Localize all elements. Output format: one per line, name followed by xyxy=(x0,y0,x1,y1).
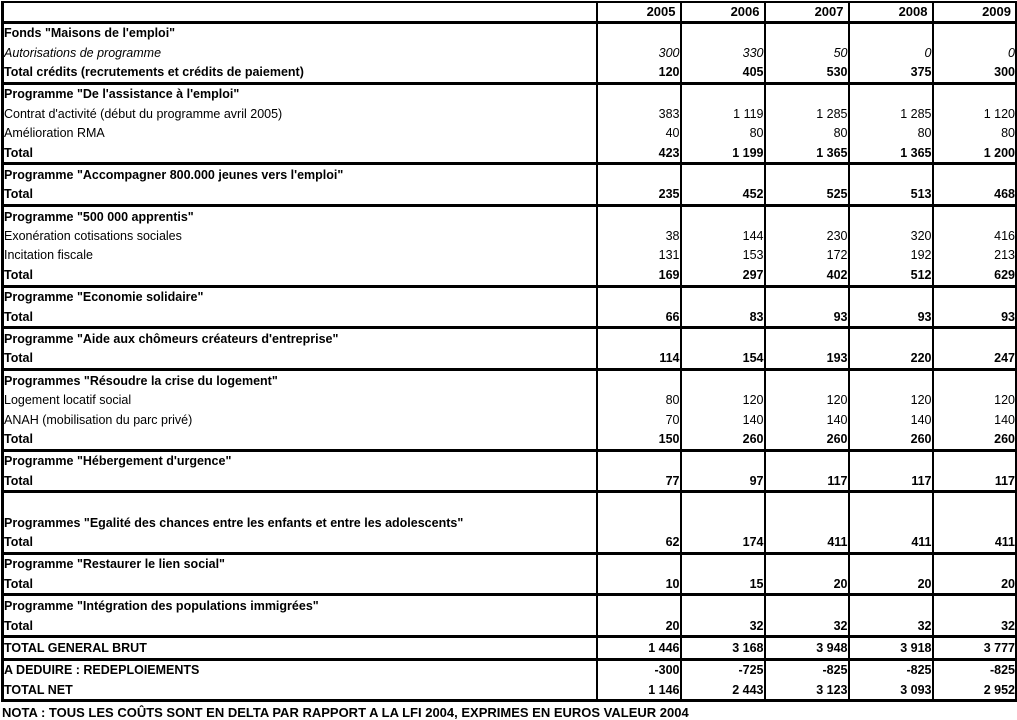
value-cell: 192 xyxy=(849,246,933,265)
value-cell xyxy=(849,286,933,307)
value-cell xyxy=(681,595,765,616)
table-section xyxy=(3,553,1017,595)
value-cell: 120 xyxy=(681,391,765,410)
value-cell: 1 120 xyxy=(933,104,1017,123)
value-cell: 411 xyxy=(765,532,849,553)
row-label: TOTAL NET xyxy=(4,682,73,697)
value-cell: 0 xyxy=(933,43,1017,62)
table-row xyxy=(3,185,1017,206)
budget-table xyxy=(1,1,1017,702)
value-cell: 174 xyxy=(681,532,765,553)
table-row xyxy=(3,391,1017,410)
value-cell xyxy=(597,83,681,104)
value-cell: -725 xyxy=(681,659,765,680)
value-cell: 117 xyxy=(765,471,849,492)
table-row xyxy=(3,532,1017,553)
value-cell: 1 365 xyxy=(849,143,933,164)
value-cell: 154 xyxy=(681,349,765,370)
value-cell xyxy=(933,370,1017,391)
value-cell: 114 xyxy=(597,349,681,370)
value-cell xyxy=(765,370,849,391)
value-cell: 3 777 xyxy=(933,637,1017,659)
value-cell: 120 xyxy=(933,391,1017,410)
table-row xyxy=(3,553,1017,574)
value-cell: 193 xyxy=(765,349,849,370)
value-cell: 220 xyxy=(849,349,933,370)
value-cell xyxy=(597,553,681,574)
value-cell: 80 xyxy=(933,123,1017,142)
table-section xyxy=(3,164,1017,206)
row-label: Total xyxy=(4,534,33,549)
table-section xyxy=(3,450,1017,492)
value-cell: 375 xyxy=(849,62,933,83)
table-row xyxy=(3,22,1017,43)
value-cell: 120 xyxy=(849,391,933,410)
value-cell: 50 xyxy=(765,43,849,62)
table-row xyxy=(3,471,1017,492)
value-cell: 140 xyxy=(849,410,933,429)
table-row xyxy=(3,328,1017,349)
value-cell xyxy=(765,492,849,513)
value-cell: 120 xyxy=(597,62,681,83)
row-label: Total xyxy=(4,351,33,366)
value-cell xyxy=(933,328,1017,349)
value-cell: 402 xyxy=(765,265,849,286)
year-header: 2005 xyxy=(597,2,681,22)
value-cell: 468 xyxy=(933,185,1017,206)
table-section xyxy=(3,22,1017,83)
value-cell: 131 xyxy=(597,246,681,265)
value-cell: 411 xyxy=(849,532,933,553)
value-cell: 423 xyxy=(597,143,681,164)
row-label: Programme "Accompagner 800.000 jeunes vers l'emploi" xyxy=(4,167,344,182)
table-row xyxy=(3,513,1017,532)
table-row xyxy=(3,226,1017,245)
table-section xyxy=(3,328,1017,370)
value-cell: 235 xyxy=(597,185,681,206)
value-cell xyxy=(597,164,681,185)
table-section xyxy=(3,83,1017,164)
value-cell: 320 xyxy=(849,226,933,245)
value-cell: 513 xyxy=(849,185,933,206)
value-cell xyxy=(597,513,681,532)
row-label: Programme "Aide aux chômeurs créateurs d'entreprise" xyxy=(4,332,339,347)
row-label: Autorisations de programme xyxy=(4,45,162,60)
table-row xyxy=(3,307,1017,328)
value-cell xyxy=(849,553,933,574)
row-label: Total xyxy=(4,145,33,160)
value-cell: 1 146 xyxy=(597,680,681,701)
table-row xyxy=(3,680,1017,701)
value-cell xyxy=(597,22,681,43)
value-cell xyxy=(597,328,681,349)
value-cell xyxy=(681,370,765,391)
table-section xyxy=(3,286,1017,328)
row-label: Programmes "Résoudre la crise du logement" xyxy=(4,373,278,388)
table-row xyxy=(3,659,1017,680)
value-cell xyxy=(933,450,1017,471)
table-row xyxy=(3,410,1017,429)
value-cell xyxy=(849,450,933,471)
value-cell xyxy=(681,328,765,349)
document-page xyxy=(0,1,1017,720)
value-cell: 1 285 xyxy=(765,104,849,123)
row-label: Programmes "Egalité des chances entre les enfants et entre les adolescents" xyxy=(4,515,464,530)
row-label: Programme "Economie solidaire" xyxy=(4,290,204,305)
value-cell xyxy=(849,370,933,391)
year-header: 2007 xyxy=(765,2,849,22)
table-row xyxy=(3,616,1017,637)
value-cell: 117 xyxy=(849,471,933,492)
row-label: Exonération cotisations sociales xyxy=(4,229,182,244)
row-label: Total xyxy=(4,473,33,488)
value-cell: 93 xyxy=(933,307,1017,328)
row-label: Total xyxy=(4,267,33,282)
value-cell: 32 xyxy=(933,616,1017,637)
value-cell: 140 xyxy=(765,410,849,429)
table-row xyxy=(3,637,1017,659)
year-header-row xyxy=(3,2,1017,22)
value-cell xyxy=(849,492,933,513)
table-row xyxy=(3,104,1017,123)
value-cell: -825 xyxy=(933,659,1017,680)
value-cell: 3 918 xyxy=(849,637,933,659)
value-cell: 3 093 xyxy=(849,680,933,701)
table-row xyxy=(3,246,1017,265)
value-cell: 260 xyxy=(765,429,849,450)
value-cell xyxy=(849,513,933,532)
value-cell: -300 xyxy=(597,659,681,680)
value-cell: 525 xyxy=(765,185,849,206)
table-row xyxy=(3,574,1017,595)
value-cell: 93 xyxy=(765,307,849,328)
value-cell xyxy=(681,22,765,43)
value-cell xyxy=(597,370,681,391)
value-cell xyxy=(597,450,681,471)
value-cell xyxy=(681,492,765,513)
value-cell: 15 xyxy=(681,574,765,595)
value-cell: 83 xyxy=(681,307,765,328)
value-cell: 38 xyxy=(597,226,681,245)
value-cell: 405 xyxy=(681,62,765,83)
value-cell: 300 xyxy=(933,62,1017,83)
value-cell: 629 xyxy=(933,265,1017,286)
value-cell: 62 xyxy=(597,532,681,553)
value-cell xyxy=(765,286,849,307)
year-header: 2008 xyxy=(849,2,933,22)
value-cell xyxy=(765,513,849,532)
value-cell: 140 xyxy=(681,410,765,429)
year-header: 2006 xyxy=(681,2,765,22)
value-cell xyxy=(765,164,849,185)
value-cell xyxy=(933,286,1017,307)
table-section xyxy=(3,595,1017,637)
value-cell: 80 xyxy=(597,391,681,410)
row-label: Programme "Hébergement d'urgence" xyxy=(4,454,232,469)
value-cell xyxy=(933,492,1017,513)
row-label: Total xyxy=(4,187,33,202)
table-row xyxy=(3,62,1017,83)
value-cell xyxy=(597,595,681,616)
row-label: Programme "De l'assistance à l'emploi" xyxy=(4,87,240,102)
value-cell: 3 948 xyxy=(765,637,849,659)
value-cell: 1 446 xyxy=(597,637,681,659)
value-cell xyxy=(765,22,849,43)
value-cell: 32 xyxy=(765,616,849,637)
value-cell: 20 xyxy=(597,616,681,637)
row-label: A DEDUIRE : REDEPLOIEMENTS xyxy=(4,663,200,678)
value-cell: 32 xyxy=(681,616,765,637)
row-label: Programme "Intégration des populations immigrées" xyxy=(4,599,319,614)
value-cell: 1 365 xyxy=(765,143,849,164)
value-cell: -825 xyxy=(765,659,849,680)
value-cell: 1 200 xyxy=(933,143,1017,164)
value-cell: 297 xyxy=(681,265,765,286)
value-cell xyxy=(933,22,1017,43)
value-cell: 20 xyxy=(765,574,849,595)
value-cell: 120 xyxy=(765,391,849,410)
row-label: Total xyxy=(4,309,33,324)
value-cell: 3 168 xyxy=(681,637,765,659)
value-cell: 452 xyxy=(681,185,765,206)
value-cell: 150 xyxy=(597,429,681,450)
value-cell: 1 119 xyxy=(681,104,765,123)
row-label: ANAH (mobilisation du parc privé) xyxy=(4,412,193,427)
value-cell xyxy=(933,595,1017,616)
row-label: Total xyxy=(4,432,33,446)
value-cell xyxy=(681,286,765,307)
value-cell: 144 xyxy=(681,226,765,245)
value-cell: 1 199 xyxy=(681,143,765,164)
table-row xyxy=(3,83,1017,104)
value-cell: 0 xyxy=(849,43,933,62)
value-cell xyxy=(849,206,933,227)
value-cell: 213 xyxy=(933,246,1017,265)
value-cell: 2 952 xyxy=(933,680,1017,701)
table-row xyxy=(3,450,1017,471)
header-label-cell xyxy=(3,2,597,22)
value-cell: 330 xyxy=(681,43,765,62)
table-row xyxy=(3,595,1017,616)
value-cell: 383 xyxy=(597,104,681,123)
value-cell xyxy=(933,553,1017,574)
row-label: Contrat d'activité (début du programme avril 2005) xyxy=(4,106,283,121)
value-cell: 20 xyxy=(849,574,933,595)
value-cell: 512 xyxy=(849,265,933,286)
value-cell: 530 xyxy=(765,62,849,83)
row-label: Total crédits (recrutements et crédits de paiement) xyxy=(4,64,304,79)
value-cell: 80 xyxy=(681,123,765,142)
value-cell: 80 xyxy=(765,123,849,142)
value-cell xyxy=(849,328,933,349)
row-label: Logement locatif social xyxy=(4,393,132,408)
row-label: TOTAL GENERAL BRUT xyxy=(4,640,147,655)
row-label: Incitation fiscale xyxy=(4,248,93,263)
value-cell: 117 xyxy=(933,471,1017,492)
table-section xyxy=(3,659,1017,701)
table-section xyxy=(3,637,1017,659)
value-cell: 247 xyxy=(933,349,1017,370)
value-cell xyxy=(681,513,765,532)
row-label: Programme "Restaurer le lien social" xyxy=(4,557,225,572)
footnote: NOTA : TOUS LES COÛTS SONT EN DELTA PAR RAPPORT A LA LFI 2004, EXPRIMES EN EUROS VALEUR 2004 xyxy=(2,705,689,720)
value-cell: 172 xyxy=(765,246,849,265)
value-cell: 66 xyxy=(597,307,681,328)
value-cell: 169 xyxy=(597,265,681,286)
value-cell: 40 xyxy=(597,123,681,142)
value-cell: 230 xyxy=(765,226,849,245)
value-cell xyxy=(681,164,765,185)
table-header xyxy=(3,2,1017,22)
value-cell: 32 xyxy=(849,616,933,637)
table-row xyxy=(3,286,1017,307)
value-cell xyxy=(681,553,765,574)
value-cell: 416 xyxy=(933,226,1017,245)
table-section xyxy=(3,206,1017,287)
value-cell: 411 xyxy=(933,532,1017,553)
table-row xyxy=(3,123,1017,142)
value-cell xyxy=(765,553,849,574)
row-label: Fonds "Maisons de l'emploi" xyxy=(4,26,176,41)
table-section xyxy=(3,370,1017,451)
table-row xyxy=(3,143,1017,164)
table-row xyxy=(3,370,1017,391)
value-cell: 20 xyxy=(933,574,1017,595)
value-cell: 2 443 xyxy=(681,680,765,701)
table-row xyxy=(3,43,1017,62)
value-cell: 10 xyxy=(597,574,681,595)
value-cell: -825 xyxy=(849,659,933,680)
row-label: Total xyxy=(4,618,33,633)
value-cell: 93 xyxy=(849,307,933,328)
value-cell: 260 xyxy=(933,429,1017,450)
table-section xyxy=(3,492,1017,553)
value-cell xyxy=(765,450,849,471)
value-cell xyxy=(597,286,681,307)
table-row xyxy=(3,206,1017,227)
table-row xyxy=(3,429,1017,450)
value-cell: 80 xyxy=(849,123,933,142)
value-cell xyxy=(765,206,849,227)
row-label: Programme "500 000 apprentis" xyxy=(4,209,194,224)
value-cell xyxy=(849,22,933,43)
row-label: Total xyxy=(4,576,33,591)
value-cell: 300 xyxy=(597,43,681,62)
value-cell: 70 xyxy=(597,410,681,429)
row-label xyxy=(3,492,597,513)
table-row xyxy=(3,349,1017,370)
table-row xyxy=(3,164,1017,185)
value-cell xyxy=(597,206,681,227)
value-cell xyxy=(681,450,765,471)
value-cell xyxy=(597,492,681,513)
value-cell xyxy=(765,328,849,349)
value-cell xyxy=(933,83,1017,104)
value-cell xyxy=(849,164,933,185)
value-cell: 3 123 xyxy=(765,680,849,701)
table-row xyxy=(3,265,1017,286)
year-header: 2009 xyxy=(933,2,1017,22)
value-cell: 260 xyxy=(681,429,765,450)
value-cell: 1 285 xyxy=(849,104,933,123)
value-cell: 140 xyxy=(933,410,1017,429)
value-cell xyxy=(933,206,1017,227)
value-cell: 153 xyxy=(681,246,765,265)
value-cell xyxy=(933,164,1017,185)
value-cell xyxy=(849,83,933,104)
value-cell xyxy=(849,595,933,616)
value-cell: 260 xyxy=(849,429,933,450)
value-cell xyxy=(681,83,765,104)
value-cell xyxy=(765,83,849,104)
table-row xyxy=(3,492,1017,513)
value-cell: 97 xyxy=(681,471,765,492)
value-cell xyxy=(765,595,849,616)
value-cell xyxy=(681,206,765,227)
value-cell xyxy=(933,513,1017,532)
value-cell: 77 xyxy=(597,471,681,492)
row-label: Amélioration RMA xyxy=(4,126,105,141)
